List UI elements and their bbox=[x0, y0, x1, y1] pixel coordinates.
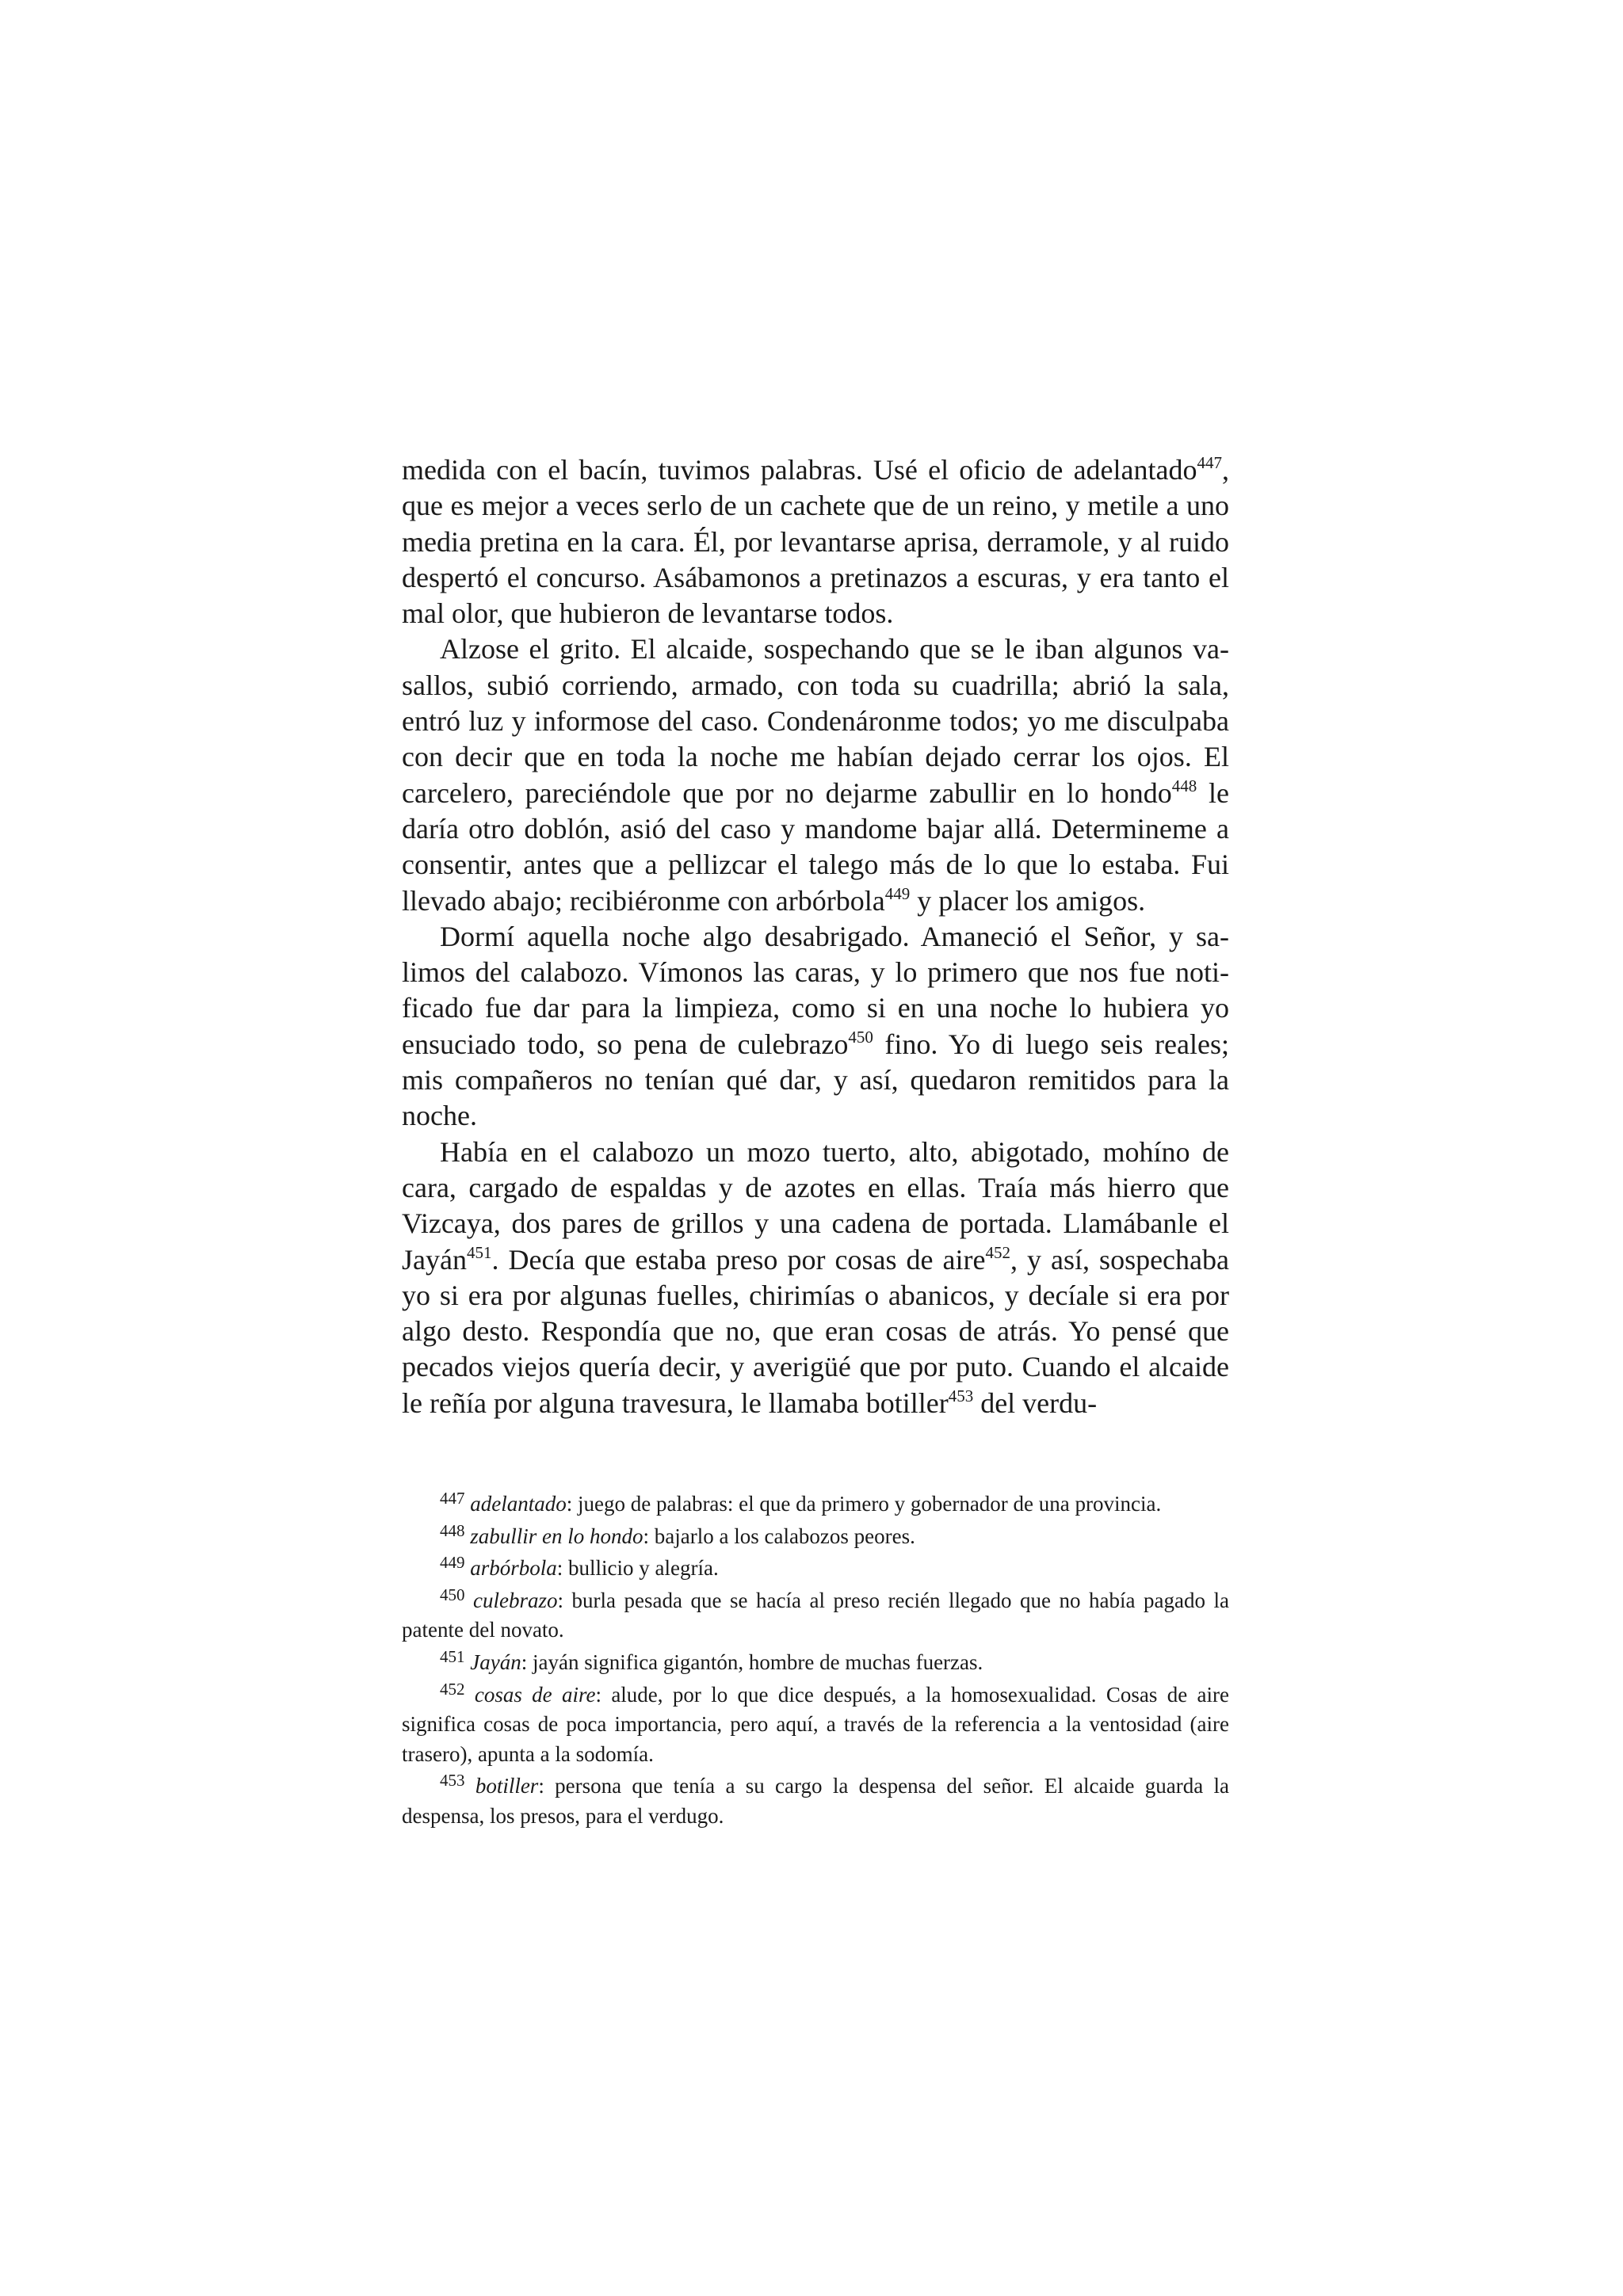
paragraph bbox=[402, 1135, 1229, 1421]
footnote bbox=[402, 1680, 1229, 1770]
footnote bbox=[402, 1522, 1229, 1552]
footnote-term: zabullir en lo hondo bbox=[470, 1524, 643, 1548]
footnote-term: arbórbola bbox=[470, 1556, 557, 1581]
footnote-text: : juego de palabras: el que da primero y gobernador de una provincia. bbox=[566, 1492, 1162, 1516]
paragraph bbox=[402, 631, 1229, 918]
text-run: Alzose el grito. El alcaide, sospechando que se le iban algunos vasallos, subió corriendo, armado, con toda su cuadrilla; abrió la sala, entró luz y informose del caso. Condenáronme todos; yo me disculpaba con decir que en toda la noche me habían dejado cerrar los ojos. El carcelero, pareciéndole que por no dejarme zabullir en lo hondo bbox=[402, 633, 1229, 809]
footnote-text: : bajarlo a los calabozos peores. bbox=[643, 1524, 915, 1548]
footnote-number: 449 bbox=[440, 1553, 465, 1573]
footnote-number: 453 bbox=[440, 1771, 465, 1791]
footnote-reference: 453 bbox=[948, 1386, 974, 1405]
text-run: , que es mejor a veces serlo de un cachete que de un reino, y metile a uno media pretina en la cara. Él, por levantarse aprisa, derramole, y al ruido despertó el concurso. Asábamonos a pretinazos a escuras, y era tanto el mal olor, que hubieron de levantarse todos. bbox=[402, 454, 1229, 630]
footnote-text: : persona que tenía a su cargo la despensa del señor. El alcaide guarda la despensa, los presos, para el verdugo. bbox=[402, 1774, 1229, 1828]
footnote bbox=[402, 1554, 1229, 1584]
footnote-reference: 452 bbox=[985, 1242, 1010, 1262]
footnote-text: : jayán significa gigantón, hombre de muchas fuerzas. bbox=[521, 1650, 983, 1674]
footnote-reference: 450 bbox=[848, 1027, 873, 1047]
footnote-term: culebrazo bbox=[473, 1588, 558, 1612]
text-run: Dormí aquella noche algo desabrigado. Amaneció el Señor, y salimos del calabozo. Vímonos las caras, y lo primero que nos fue notificado fue dar para la limpieza, como si en una noche lo hubiera yo ensuciado todo, so pena de culebrazo bbox=[402, 920, 1229, 1060]
footnote-reference: 449 bbox=[884, 883, 911, 903]
footnote-reference: 448 bbox=[1171, 776, 1197, 795]
footnote-text: : alude, por lo que dice después, a la homosexualidad. Cosas de aire significa cosas de poca importancia, pero aquí, a través de la referencia a la ventosidad (aire trasero), apunta a la sodomía. bbox=[402, 1682, 1229, 1766]
footnote-number: 447 bbox=[440, 1489, 465, 1508]
footnote-number: 451 bbox=[440, 1646, 465, 1666]
footnote-number: 452 bbox=[440, 1679, 465, 1699]
footnote-term: Jayán bbox=[470, 1650, 521, 1674]
paragraph bbox=[402, 919, 1229, 1135]
footnote bbox=[402, 1489, 1229, 1520]
footnote-text: : bullicio y alegría. bbox=[556, 1556, 719, 1581]
footnote-number: 450 bbox=[440, 1585, 465, 1604]
paragraph bbox=[402, 452, 1229, 631]
footnote-text: : burla pesada que se hacía al preso recién llegado que no había pagado la patente del novato. bbox=[402, 1588, 1230, 1642]
text-run: del verdu- bbox=[973, 1386, 1098, 1419]
text-run: medida con el bacín, tuvimos palabras. Usé el oficio de adelantado bbox=[402, 454, 1197, 486]
text-run: . Decía que estaba preso por cosas de aire bbox=[491, 1243, 986, 1276]
text-run: Había en el calabozo un mozo tuerto, alto, abigotado, mohíno de cara, cargado de espaldas y de azotes en ellas. Traía más hierro que Vizcaya, dos pares de grillos y una cadena de portada. Llamábanle el Jayán bbox=[402, 1135, 1229, 1276]
text-run: le daría otro doblón, asió del caso y mandome bajar allá. Determineme a consentir, antes que a pellizcar el talego más de lo que lo estaba. Fui llevado abajo; recibiéronme con arbórbola bbox=[402, 776, 1229, 917]
footnote-number: 448 bbox=[440, 1520, 465, 1540]
footnote bbox=[402, 1586, 1229, 1646]
footnotes bbox=[402, 1489, 1229, 1834]
footnote-reference: 447 bbox=[1197, 453, 1222, 472]
footnote bbox=[402, 1772, 1229, 1831]
footnote bbox=[402, 1648, 1229, 1678]
text-run: , y así, sospechaba yo si era por algunas fuelles, chirimías o abanicos, y decíale si era por algo desto. Respondía que no, que eran cosas de atrás. Yo pensé que pecados viejos quería decir, y averigüé que por puto. Cuando el alcaide le reñía por alguna travesura, le llamaba botiller bbox=[402, 1243, 1229, 1419]
footnote-term: cosas de aire bbox=[474, 1682, 596, 1707]
footnote-term: adelantado bbox=[470, 1492, 567, 1516]
footnote-term: botiller bbox=[475, 1774, 539, 1798]
text-run: fino. Yo di luego seis reales; mis compañeros no tenían qué dar, y así, quedaron remitidos para la noche. bbox=[402, 1028, 1229, 1132]
text-run: y placer los amigos. bbox=[910, 884, 1146, 917]
footnote-reference: 451 bbox=[466, 1242, 492, 1262]
body-text bbox=[402, 452, 1229, 1421]
